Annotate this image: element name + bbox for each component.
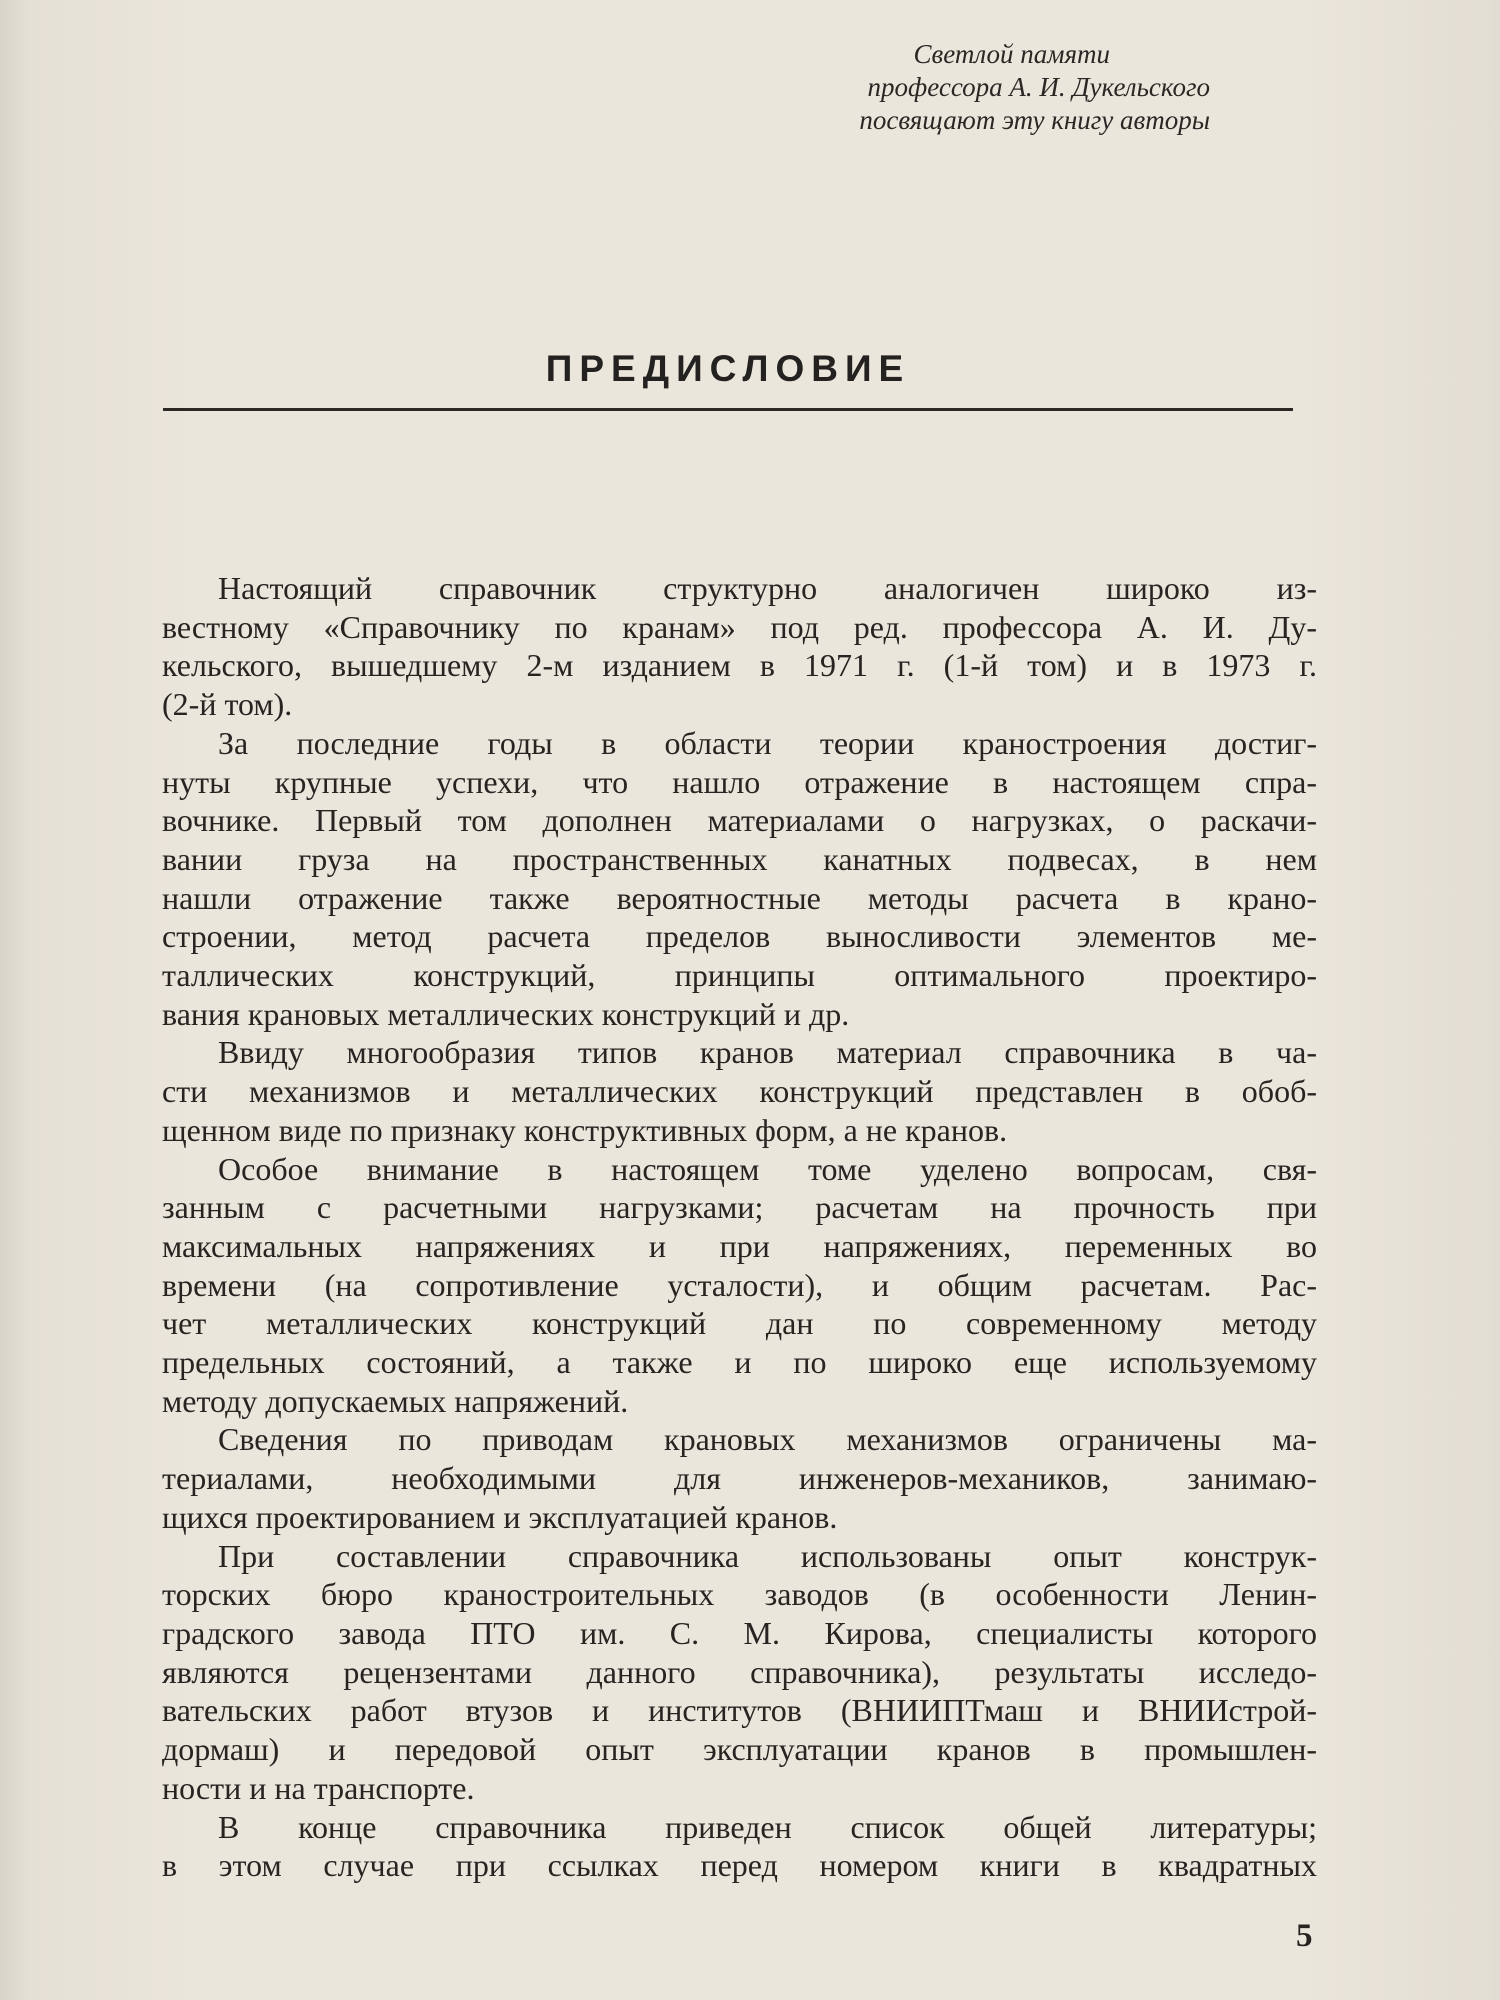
paragraph [162,1808,1317,1885]
paragraph-line: строении, метод расчета пределов выносливости элементов ме- [162,918,1317,955]
paragraph-line: нашли отражение также вероятностные методы расчета в крано- [162,879,1317,916]
paragraph-line: методу допускаемых напряжений. [162,1382,629,1419]
paragraph-line: вестному «Справочнику по кранам» под ред. профессора А. И. Ду- [162,608,1317,645]
paragraph-line: вательских работ втузов и институтов (ВНИИПТмаш и ВНИИстрой- [162,1692,1317,1729]
paragraph [162,1420,1317,1536]
page-number: 5 [1296,1918,1313,1954]
preface-body [162,569,1317,1885]
paragraph-line: За последние годы в области теории краностроения достиг- [218,724,1317,761]
paragraph [162,724,1317,1034]
paragraph-line: таллических конструкций, принципы оптимального проектиро- [162,957,1317,994]
paragraph-line: (2-й том). [162,686,293,723]
paragraph-line: в этом случае при ссылках перед номером книги в квадратных [162,1847,1317,1884]
paragraph-line: являются рецензентами данного справочника), результаты исследо- [162,1653,1317,1690]
paragraph [162,1537,1317,1808]
paragraph-line: ности и на транспорте. [162,1769,475,1806]
paragraph-line: чет металлических конструкций дан по современному методу [162,1305,1317,1342]
paragraph-line: максимальных напряжениях и при напряжениях, переменных во [162,1227,1317,1264]
paragraph-line: сти механизмов и металлических конструкций представлен в обоб- [162,1073,1317,1110]
heading-rule [163,408,1293,411]
paragraph-line: кельского, вышедшему 2-м изданием в 1971 г. (1-й том) и в 1973 г. [162,647,1317,684]
paragraph-line: щенном виде по признаку конструктивных форм, а не кранов. [162,1111,1008,1148]
section-heading: ПРЕДИСЛОВИЕ [545,348,911,389]
paragraph-line: занным с расчетными нагрузками; расчетам на прочность при [162,1189,1317,1226]
epigraph-line: Светлой памяти [913,39,1110,69]
paragraph-line: торских бюро краностроительных заводов (в особенности Ленин- [162,1576,1317,1613]
paragraph [162,569,1317,724]
paragraph-line: времени (на сопротивление усталости), и общим расчетам. Рас- [162,1266,1317,1303]
paragraph-line: нуты крупные успехи, что нашло отражение в настоящем спра- [162,763,1317,800]
paragraph-line: предельных состояний, а также и по широко еще используемому [162,1344,1317,1381]
paragraph-line: Настоящий справочник структурно аналогичен широко из- [218,570,1317,606]
paragraph-line: вании груза на пространственных канатных подвесах, в нем [162,840,1317,877]
epigraph-line: профессора А. И. Дукельского [867,72,1210,102]
paragraph-line: градского завода ПТО им. С. М. Кирова, специалисты которого [162,1614,1317,1651]
paragraph-line: щихся проектированием и эксплуатацией кранов. [162,1498,838,1535]
paragraph-line: вания крановых металлических конструкций и др. [162,995,850,1032]
paragraph-line: При составлении справочника использованы опыт конструк- [218,1537,1317,1574]
paragraph-line: Сведения по приводам крановых механизмов ограничены ма- [218,1421,1317,1458]
epigraph-line: посвящают эту книгу авторы [859,105,1210,135]
paragraph-line: Особое внимание в настоящем томе уделено вопросам, свя- [218,1150,1317,1187]
paragraph-line: териалами, необходимыми для инженеров-механиков, занимаю- [162,1460,1317,1497]
paragraph-line: В конце справочника приведен список общей литературы; [218,1808,1317,1845]
paragraph-line: вочнике. Первый том дополнен материалами о нагрузках, о раскачи- [162,802,1317,839]
paragraph-line: дормаш) и передовой опыт эксплуатации кранов в промышлен- [162,1731,1317,1768]
paragraph [162,1150,1317,1421]
paragraph [162,1033,1317,1149]
dedication-epigraph [740,38,1210,137]
paragraph-line: Ввиду многообразия типов кранов материал справочника в ча- [218,1034,1317,1071]
